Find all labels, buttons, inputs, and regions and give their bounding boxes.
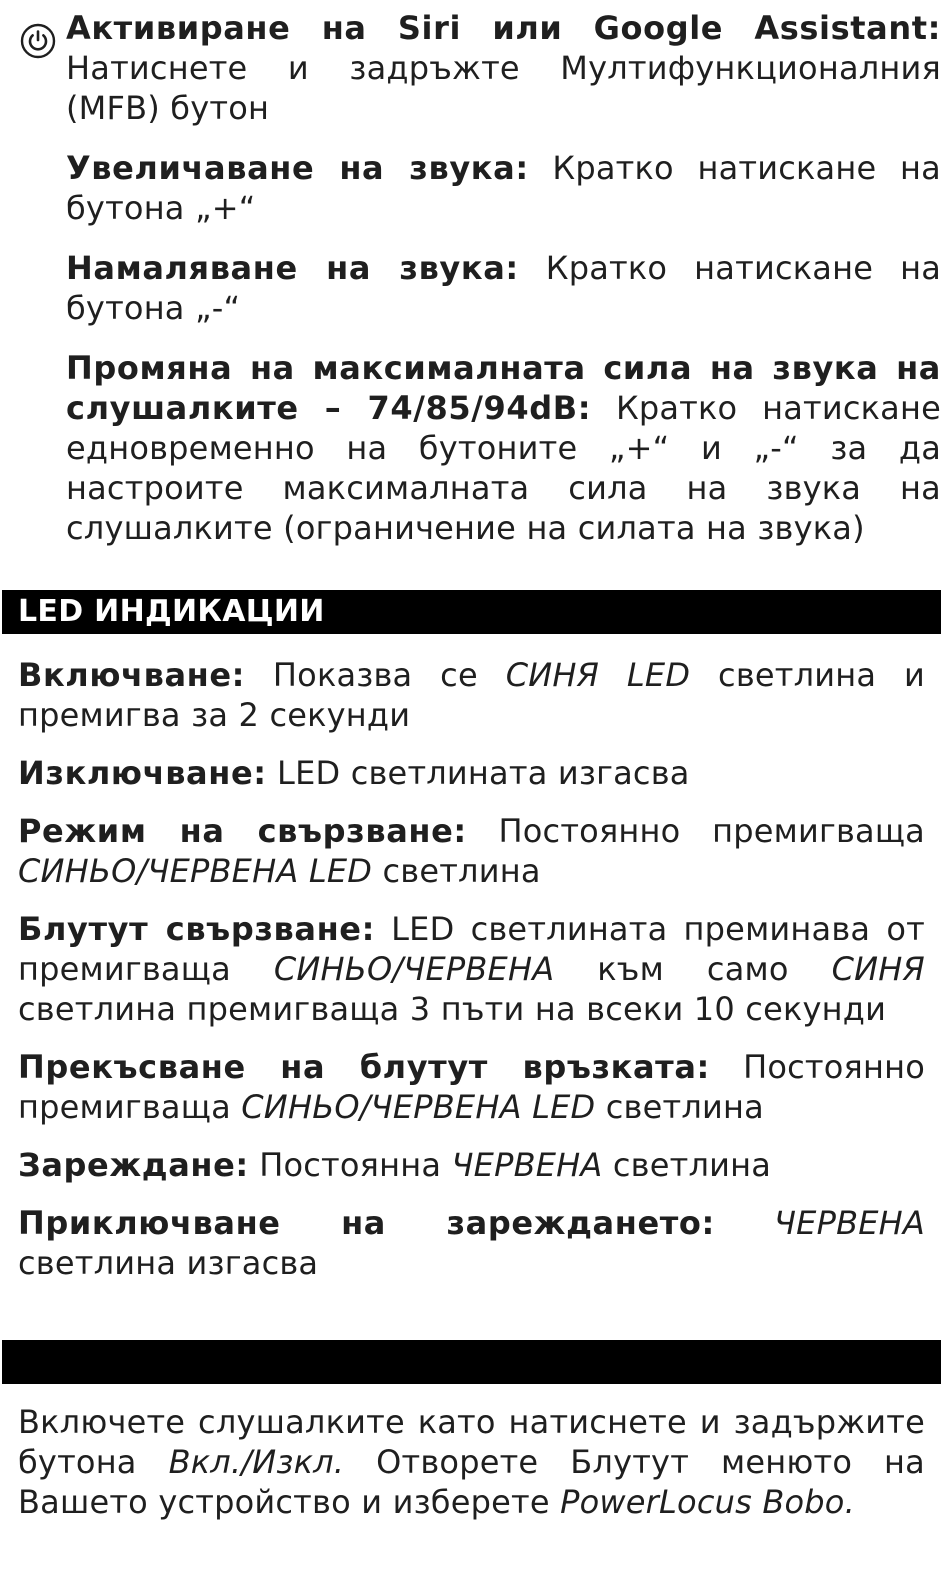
siri-text: Натиснете и задръжте Мултифункционалния (MFB) бутон [66, 49, 941, 127]
volume-down-label: Намаляване на звука: [66, 249, 519, 287]
pairing-text-mid: Отворете Блутут менюто на Вашето устройство и изберете [18, 1443, 925, 1521]
led-bt-connect-color-b: СИНЯ [831, 950, 925, 988]
led-bt-connect-text-mid: към само [554, 950, 832, 988]
led-bt-disconnect-text-end: светлина [595, 1088, 764, 1126]
led-section-title: LED ИНДИКАЦИИ [18, 594, 325, 629]
led-section-header [2, 590, 941, 634]
led-power-off-text: LED светлината изгасва [266, 754, 690, 792]
pairing-instruction [18, 1402, 925, 1522]
led-bt-disconnect [18, 1047, 925, 1127]
volume-down-text: Кратко натискане на бутона „-“ [66, 249, 942, 327]
max-volume-label: Промяна на максималната сила на звука на слушалките – 74/85/94dB: [66, 349, 941, 427]
led-power-off [18, 753, 925, 793]
led-power-on-text-end: светлина и премигва за 2 секунди [18, 656, 926, 734]
led-pairing-text-end: светлина [372, 852, 541, 890]
pairing-button-name: Вкл./Изкл. [168, 1443, 345, 1481]
controls-section [20, 8, 940, 568]
led-charging-color: ЧЕРВЕНА [451, 1146, 603, 1184]
led-charging-label: Зареждане: [18, 1146, 249, 1184]
siri-label: Активиране на Siri или Google Assistant: [66, 9, 941, 47]
led-pairing-label: Режим на свързване: [18, 812, 467, 850]
led-charge-done-color: ЧЕРВЕНА [774, 1204, 926, 1242]
max-volume-text: Кратко натискане едновременно на бутоните „+“ и „-“ за да настроите максималната сила на звука на слушалките (ограничение на силата на звука) [66, 389, 941, 547]
led-bt-connect-text-end: светлина премигваща 3 пъти на всеки 10 секунди [18, 990, 887, 1028]
led-charging-text-end: светлина [602, 1146, 772, 1184]
led-charging-text: Постоянна [248, 1146, 452, 1184]
led-charge-done-text-end: светлина изгасва [18, 1244, 319, 1282]
led-charge-done-label: Приключване на зареждането: [18, 1204, 715, 1242]
volume-up-text: Кратко натискане на бутона „+“ [66, 149, 941, 227]
led-bt-connect [18, 909, 925, 1029]
led-charge-done-text [715, 1204, 774, 1242]
led-power-on-color: СИНЯ LED [505, 656, 691, 694]
max-volume-instruction [66, 348, 941, 548]
led-charging [18, 1145, 925, 1185]
power-icon [20, 23, 56, 59]
led-section [18, 655, 925, 1301]
led-pairing [18, 811, 925, 891]
volume-up-instruction [66, 148, 941, 228]
pairing-section-header [2, 1340, 941, 1384]
led-charge-done [18, 1203, 925, 1283]
led-power-on-label: Включване: [18, 656, 246, 694]
led-pairing-text: Постоянно премигваща [466, 812, 925, 850]
volume-down-instruction [66, 248, 941, 328]
led-pairing-color: СИНЬО/ЧЕРВЕНА LED [18, 852, 373, 890]
led-power-off-label: Изключване: [18, 754, 267, 792]
led-bt-connect-color-a: СИНЬО/ЧЕРВЕНА [273, 950, 555, 988]
led-bt-connect-label: Блутут свързване: [18, 910, 375, 948]
pairing-device-name: PowerLocus Bobo. [560, 1483, 855, 1521]
led-bt-disconnect-text: Постоянно премигваща [18, 1048, 926, 1126]
led-power-on [18, 655, 925, 735]
led-bt-disconnect-label: Прекъсване на блутут връзката: [18, 1048, 710, 1086]
pairing-section [18, 1402, 925, 1542]
pairing-text: Включете слушалките като натиснете и задържите бутона [18, 1403, 925, 1481]
led-bt-connect-text: LED светлината преминава от премигваща [18, 910, 925, 988]
siri-instruction [66, 8, 941, 128]
led-power-on-text: Показва се [245, 656, 506, 694]
volume-up-label: Увеличаване на звука: [66, 149, 529, 187]
led-bt-disconnect-color: СИНЬО/ЧЕРВЕНА LED [241, 1088, 596, 1126]
